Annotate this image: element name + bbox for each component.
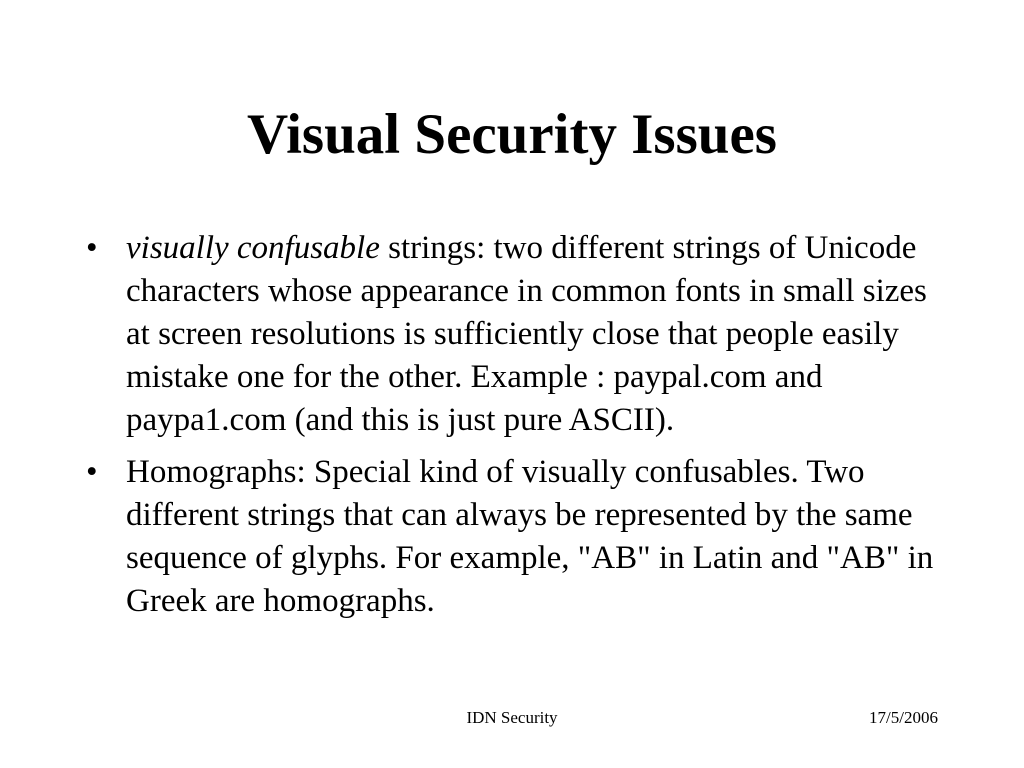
bullet-text: Homographs: Special kind of visually confusables. Two different strings that can always be represented by the same sequence of glyphs. For example, "AB" in Latin and "AB" in Greek are homographs. — [126, 454, 934, 619]
bullet-item — [86, 227, 956, 442]
slide-title: Visual Security Issues — [247, 103, 777, 166]
bullet-dot-icon: • — [86, 230, 98, 266]
bullet-emphasis: visually confusable — [126, 230, 380, 266]
bullet-dot-icon: • — [86, 454, 98, 490]
bullet-item — [86, 451, 956, 623]
bullet-content — [126, 230, 927, 438]
bullet-text: strings: two different strings of Unicode characters whose appearance in common fonts in small sizes at screen resolutions is sufficiently close that people easily mistake one for the other. Example : paypal.com and paypa1.com (and this is just pure ASCII). — [126, 230, 927, 438]
footer-date: 17/5/2006 — [869, 708, 938, 727]
bullet-list — [86, 227, 956, 632]
footer-title: IDN Security — [466, 708, 558, 727]
